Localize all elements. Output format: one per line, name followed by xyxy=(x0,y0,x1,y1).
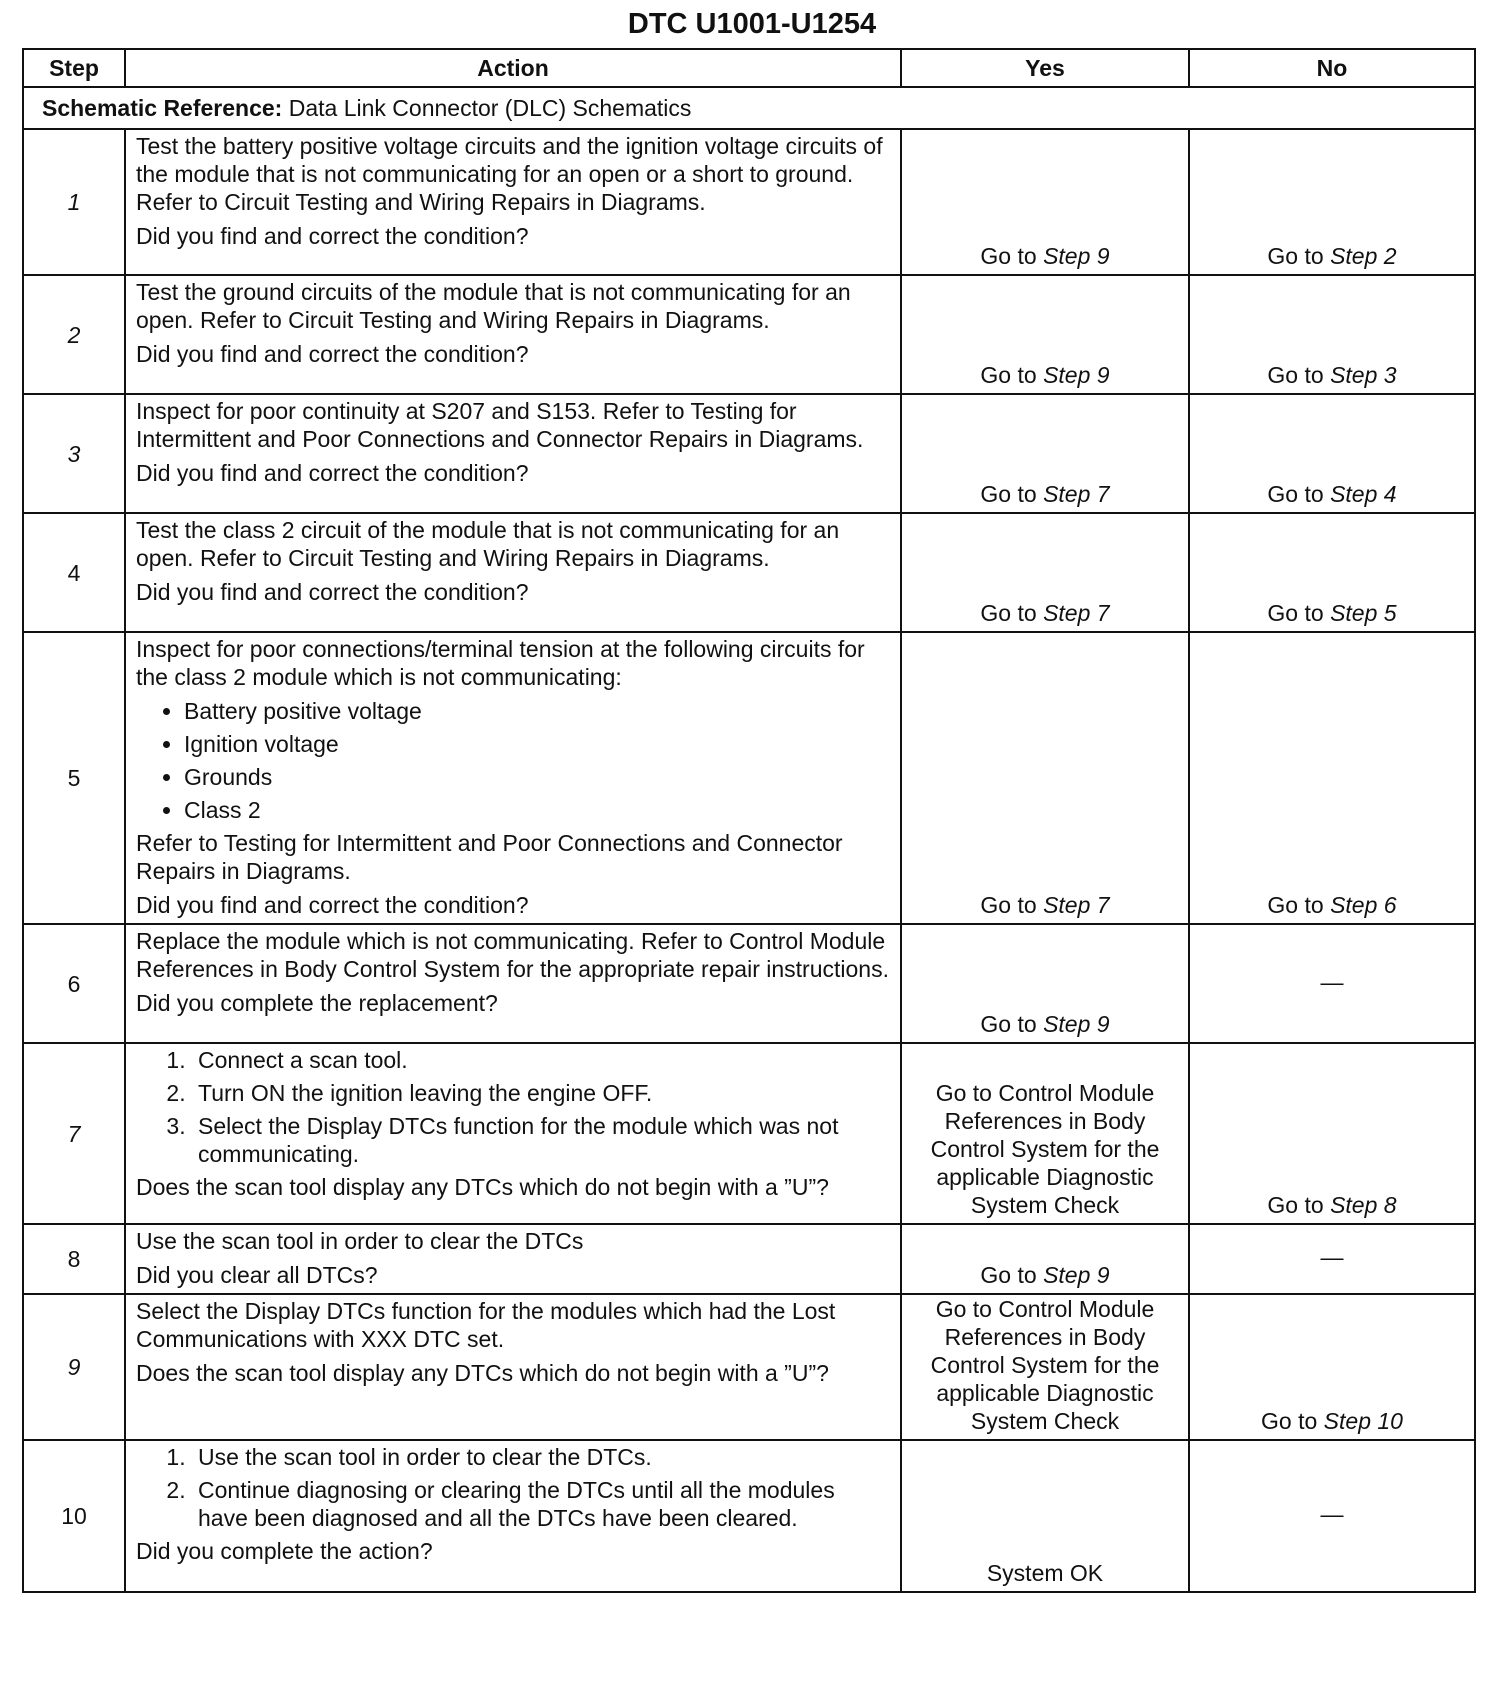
yes-prefix: Go to xyxy=(980,243,1037,269)
no-step-link: Step 6 xyxy=(1330,892,1397,918)
action-question: Did you find and correct the condition? xyxy=(136,341,529,367)
action-text: Select the Display DTCs function for the modules which had the Lost Communications with XXX DTC set. xyxy=(136,1298,836,1352)
list-item: • Battery positive voltage xyxy=(184,697,890,725)
schematic-label: Schematic Reference: xyxy=(42,95,283,121)
action-question: Does the scan tool display any DTCs which do not begin with a ”U”? xyxy=(136,1360,829,1386)
yes-prefix: Go to xyxy=(980,1262,1037,1288)
action-question: Did you find and correct the condition? xyxy=(136,892,529,918)
action-text: Inspect for poor continuity at S207 and S153. Refer to Testing for Intermittent and Poor Connections and Connector Repairs in Diagrams. xyxy=(136,398,864,452)
schematic-row xyxy=(23,87,1475,129)
step-action xyxy=(125,1224,901,1294)
no-step-link: Step 3 xyxy=(1330,362,1397,388)
action-question: Did you find and correct the condition? xyxy=(136,460,529,486)
yes-cell xyxy=(901,275,1189,394)
table-row-step-10 xyxy=(23,1440,1475,1592)
action-question: Did you find and correct the condition? xyxy=(136,579,529,605)
list-item: • Ignition voltage xyxy=(184,730,890,758)
step-number: 6 xyxy=(23,924,125,1043)
list-item: 1. Connect a scan tool. xyxy=(192,1046,890,1074)
yes-prefix: Go to xyxy=(980,481,1037,507)
step-action xyxy=(125,1294,901,1440)
no-cell xyxy=(1189,632,1475,924)
table-row-step-7 xyxy=(23,1043,1475,1224)
action-text: Refer to Testing for Intermittent and Poor Connections and Connector Repairs in Diagrams. xyxy=(136,830,843,884)
yes-prefix: Go to xyxy=(980,1011,1037,1037)
action-question: Does the scan tool display any DTCs which do not begin with a ”U”? xyxy=(136,1174,829,1200)
header-step: Step xyxy=(23,49,125,87)
instruction-list xyxy=(136,1443,890,1532)
yes-cell: Go to Control Module References in Body Control System for the applicable Diagnostic System Check xyxy=(901,1294,1189,1440)
yes-cell xyxy=(901,394,1189,513)
step-action xyxy=(125,513,901,632)
no-prefix: Go to xyxy=(1267,892,1324,918)
action-text: Use the scan tool in order to clear the DTCs xyxy=(136,1228,584,1254)
yes-cell xyxy=(901,1224,1189,1294)
no-cell xyxy=(1189,394,1475,513)
step-action xyxy=(125,632,901,924)
action-text: Test the ground circuits of the module that is not communicating for an open. Refer to Circuit Testing and Wiring Repairs in Diagrams. xyxy=(136,279,851,333)
table-row-step-4 xyxy=(23,513,1475,632)
schematic-reference xyxy=(23,87,1475,129)
yes-step-link: Step 7 xyxy=(1043,892,1110,918)
no-prefix: Go to xyxy=(1267,362,1324,388)
step-number: 8 xyxy=(23,1224,125,1294)
list-item: • Class 2 xyxy=(184,796,890,824)
no-cell xyxy=(1189,1294,1475,1440)
step-action xyxy=(125,1043,901,1224)
no-prefix: Go to xyxy=(1267,243,1324,269)
document-title: DTC U1001-U1254 xyxy=(627,8,877,40)
step-action xyxy=(125,924,901,1043)
yes-step-link: Step 9 xyxy=(1043,1011,1110,1037)
yes-cell xyxy=(901,924,1189,1043)
step-number: 10 xyxy=(23,1440,125,1592)
no-prefix: Go to xyxy=(1267,600,1324,626)
step-action xyxy=(125,1440,901,1592)
no-step-link: Step 5 xyxy=(1330,600,1397,626)
diagnostic-table xyxy=(22,48,1476,1593)
no-step-link: Step 10 xyxy=(1323,1408,1403,1434)
list-item: • Grounds xyxy=(184,763,890,791)
no-prefix: Go to xyxy=(1267,481,1324,507)
table-row-step-6 xyxy=(23,924,1475,1043)
schematic-text: Data Link Connector (DLC) Schematics xyxy=(288,95,692,121)
header-yes: Yes xyxy=(901,49,1189,87)
action-text: Test the class 2 circuit of the module that is not communicating for an open. Refer to Circuit Testing and Wiring Repairs in Diagrams. xyxy=(136,517,840,571)
action-question: Did you complete the action? xyxy=(136,1538,433,1564)
list-item: 1. Use the scan tool in order to clear the DTCs. xyxy=(192,1443,890,1471)
yes-step-link: Step 7 xyxy=(1043,600,1110,626)
step-number: 1 xyxy=(23,129,125,275)
yes-step-link: Step 9 xyxy=(1043,243,1110,269)
yes-cell xyxy=(901,513,1189,632)
no-cell: — xyxy=(1189,1440,1475,1592)
list-item: 3. Select the Display DTCs function for the module which was not communicating. xyxy=(192,1112,890,1168)
circuit-list xyxy=(136,697,890,824)
yes-step-link: Step 9 xyxy=(1043,1262,1110,1288)
yes-step-link: Step 7 xyxy=(1043,481,1110,507)
step-action xyxy=(125,275,901,394)
list-item: 2. Continue diagnosing or clearing the DTCs until all the modules have been diagnosed and all the DTCs have been cleared. xyxy=(192,1476,890,1532)
no-cell: — xyxy=(1189,924,1475,1043)
no-step-link: Step 4 xyxy=(1330,481,1397,507)
yes-step-link: Step 9 xyxy=(1043,362,1110,388)
table-row-step-8 xyxy=(23,1224,1475,1294)
table-row-step-5 xyxy=(23,632,1475,924)
no-prefix: Go to xyxy=(1267,1192,1324,1218)
instruction-list xyxy=(136,1046,890,1168)
step-action xyxy=(125,129,901,275)
no-step-link: Step 2 xyxy=(1330,243,1397,269)
step-number: 4 xyxy=(23,513,125,632)
table-row-step-2 xyxy=(23,275,1475,394)
yes-cell xyxy=(901,632,1189,924)
no-step-link: Step 8 xyxy=(1330,1192,1397,1218)
table-row-step-1 xyxy=(23,129,1475,275)
table-row-step-3 xyxy=(23,394,1475,513)
step-number: 2 xyxy=(23,275,125,394)
no-cell xyxy=(1189,1043,1475,1224)
step-number: 9 xyxy=(23,1294,125,1440)
step-action xyxy=(125,394,901,513)
yes-prefix: Go to xyxy=(980,362,1037,388)
no-cell xyxy=(1189,513,1475,632)
action-question: Did you clear all DTCs? xyxy=(136,1262,378,1288)
yes-cell: System OK xyxy=(901,1440,1189,1592)
step-number: 3 xyxy=(23,394,125,513)
list-item: 2. Turn ON the ignition leaving the engine OFF. xyxy=(192,1079,890,1107)
step-number: 5 xyxy=(23,632,125,924)
header-action: Action xyxy=(125,49,901,87)
header-row xyxy=(23,49,1475,87)
yes-cell: Go to Control Module References in Body Control System for the applicable Diagnostic System Check xyxy=(901,1043,1189,1224)
yes-prefix: Go to xyxy=(980,600,1037,626)
table-row-step-9 xyxy=(23,1294,1475,1440)
action-text: Test the battery positive voltage circuits and the ignition voltage circuits of the module that is not communicating for an open or a short to ground. Refer to Circuit Testing and Wiring Repairs in Diagrams. xyxy=(136,133,883,215)
no-cell: — xyxy=(1189,1224,1475,1294)
yes-prefix: Go to xyxy=(980,892,1037,918)
action-question: Did you find and correct the condition? xyxy=(136,223,529,249)
yes-cell xyxy=(901,129,1189,275)
no-cell xyxy=(1189,275,1475,394)
step-number: 7 xyxy=(23,1043,125,1224)
no-cell xyxy=(1189,129,1475,275)
action-text: Replace the module which is not communicating. Refer to Control Module References in Body Control System for the appropriate repair instructions. xyxy=(136,928,889,982)
header-no: No xyxy=(1189,49,1475,87)
action-text: Inspect for poor connections/terminal tension at the following circuits for the class 2 module which is not communicating: xyxy=(136,636,865,690)
action-question: Did you complete the replacement? xyxy=(136,990,498,1016)
no-prefix: Go to xyxy=(1261,1408,1318,1434)
